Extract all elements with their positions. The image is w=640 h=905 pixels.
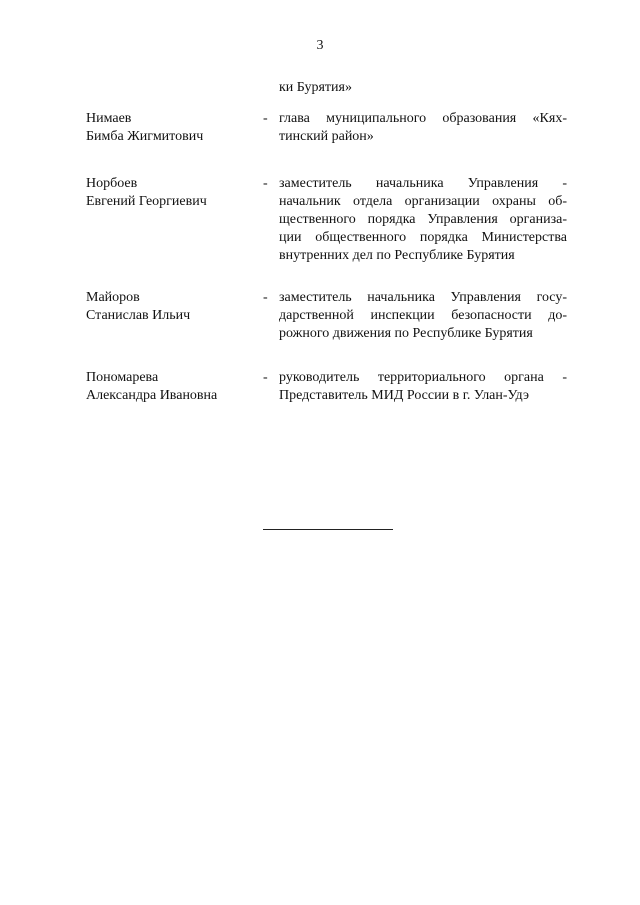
member-position [279,110,567,146]
position-line: начальник отдела организации охраны об- [279,194,567,209]
member-name [86,369,256,405]
member-surname: Норбоев [86,176,138,191]
position-line: заместитель начальника Управления госу- [279,290,567,305]
entry-dash: - [263,176,268,191]
member-surname: Нимаев [86,111,132,126]
position-line: руководитель территориального органа - [279,370,567,385]
entry-dash: - [263,290,268,305]
position-line: рожного движения по Республике Бурятия [279,326,533,341]
continuation-text: ки Бурятия» [279,80,352,95]
member-name [86,110,256,146]
member-name [86,175,256,211]
position-line: ции общественного порядка Министерства [279,230,567,245]
position-line: внутренних дел по Республике Бурятия [279,248,515,263]
member-name [86,289,256,325]
member-surname: Пономарева [86,370,159,385]
closing-divider [263,529,393,530]
member-given-names: Александра Ивановна [86,388,218,403]
entry-dash: - [263,111,268,126]
position-line: щественного порядка Управления организа- [279,212,567,227]
position-line: тинский район» [279,129,374,144]
member-surname: Майоров [86,290,140,305]
member-position [279,289,567,343]
member-position [279,175,567,265]
entry-dash: - [263,370,268,385]
member-given-names: Евгений Георгиевич [86,194,207,209]
position-line: заместитель начальника Управления - [279,176,567,191]
position-line: дарственной инспекции безопасности до- [279,308,567,323]
position-line: глава муниципального образования «Кях- [279,111,567,126]
member-given-names: Станислав Ильич [86,308,191,323]
member-position [279,369,567,405]
page-number: 3 [316,38,324,53]
position-line: Представитель МИД России в г. Улан-Удэ [279,388,529,403]
member-given-names: Бимба Жигмитович [86,129,204,144]
